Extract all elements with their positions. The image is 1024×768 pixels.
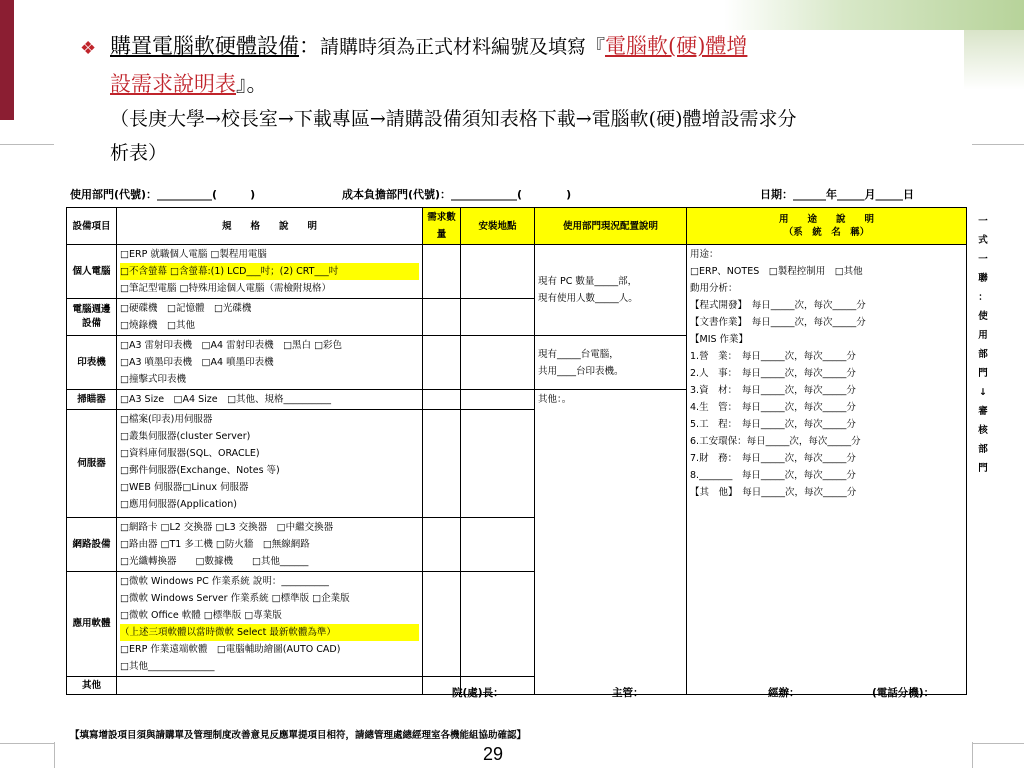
form-footnote: 【填寫增設項目須與請購單及管理制度改善意見反應單提項目相符，請總管理處總經理室各機能組協助確認】	[70, 730, 527, 741]
row-label: 網路設備	[67, 518, 117, 572]
col-header: 規 格 說 明	[117, 208, 423, 245]
status-cell: 其他：。	[535, 390, 687, 695]
guide-line	[54, 742, 55, 768]
using-dept-field: 使用部門(代號)：__________( )	[70, 188, 256, 201]
download-path-cont: 析表）	[110, 142, 168, 164]
row-label: 伺服器	[67, 410, 117, 518]
col-header: 使用部門現況配置說明	[535, 208, 687, 245]
top-leaf-decoration	[724, 0, 1024, 30]
date-field: 日期：______年_____月_____日	[760, 188, 914, 201]
side-note: 一 式 一 聯 ： 使 用 部 門 ↓ 審 核 部 門	[978, 216, 988, 474]
spec-cell: □A3 雷射印表機 □A4 雷射印表機 □黑白 □彩色 □A3 噴墨印表機 □A4 噴墨印表機 □撞擊式印表機	[117, 336, 423, 390]
request-form-image	[62, 182, 988, 742]
form-name-link[interactable]: 電腦軟(硬)體增	[605, 34, 748, 58]
handler-sign: 經辦：	[768, 687, 800, 699]
row-label: 掃瞄器	[67, 390, 117, 410]
side-building-decoration	[964, 30, 1024, 90]
spec-cell: □硬碟機 □記憶體 □光碟機 □燒錄機 □其他	[117, 299, 423, 336]
phone-ext: (電話分機)：	[872, 687, 935, 699]
bullet-icon: ❖	[80, 38, 97, 59]
spec-cell: □A3 Size □A4 Size □其他、規格__________	[117, 390, 423, 410]
spec-cell: □檔案(印表)用伺服器 □叢集伺服器(cluster Server) □資料庫伺服器(SQL、ORACLE) □郵件伺服器(Exchange、Notes 等) □WEB 伺服器□Linux 伺服器 □應用伺服器(Application)	[117, 410, 423, 518]
guide-line	[972, 144, 1024, 145]
download-path: （長庚大學→校長室→下載專區→請購設備須知表格下載→電腦軟(硬)體增設需求分	[110, 108, 797, 130]
status-cell: 現有_____台電腦， 共用____台印表機。	[535, 336, 687, 390]
page-number: 29	[483, 744, 504, 764]
supervisor-sign: 主管：	[612, 687, 644, 699]
form-name-link-cont[interactable]: 設需求說明表	[110, 72, 236, 96]
spec-cell: □網路卡 □L2 交換器 □L3 交換器 □中繼交換器 □路由器 □T1 多工機 □防火牆 □無線網路 □光纖轉換器 □數據機 □其他______	[117, 518, 423, 572]
spec-cell: □微軟 Windows PC 作業系統 說明：__________ □微軟 Windows Server 作業系統 □標準版 □企業版 □微軟 Office 軟體 □標準版 □專業版 （上述三項軟體以當時微軟 Select 最新軟體為準） □ERP 作業遠端軟體 □電腦輔助繪圖(AUTO CAD) □其他______________	[117, 572, 423, 677]
usage-cell: 用途： □ERP、NOTES □製程控制用 □其他 動用分析： 【程式開發】 每日_____次，每次_____分 【文書作業】 每日_____次，每次_____分 【MIS 作業】 1.營 業： 每日_____次，每次_____分 2.人 事： 每日_____次，每次_____分 3.資 材： 每日_____次，每次_____分 4.生 管： 每日_____次，每次_____分 5.工 程： 每日_____次，每次_____分 6.工安環保：每日_____次，每次_____分 7.財 務： 每日_____次，每次_____分 8._______ 每日_____次，每次_____分 【其 他】 每日_____次，每次_____分	[687, 245, 967, 695]
heading-instruction: 請購時須為正式材料編號及填寫『	[320, 36, 606, 58]
col-header: 用 途 說 明 （系 統 名 稱）	[687, 208, 967, 245]
row-label: 其他	[67, 677, 117, 695]
row-label: 電腦週邊設備	[67, 299, 117, 336]
spec-cell	[117, 677, 423, 695]
table-header-row	[67, 208, 967, 245]
form-table	[66, 207, 967, 695]
cost-dept-field: 成本負擔部門(代號)：____________( )	[342, 188, 572, 201]
heading-title: 購置電腦軟硬體設備	[110, 34, 299, 58]
guide-line	[0, 743, 54, 744]
col-header: 需求數量	[423, 208, 461, 245]
guide-line	[972, 743, 1024, 744]
guide-line	[972, 742, 973, 768]
row-label: 個人電腦	[67, 245, 117, 299]
row-label: 印表機	[67, 336, 117, 390]
table-row	[67, 245, 967, 299]
guide-line	[0, 144, 54, 145]
col-header: 安裝地點	[461, 208, 535, 245]
heading-line-2: 設需求說明表』。	[110, 72, 268, 96]
dean-sign: 院(處)長：	[452, 687, 504, 699]
row-label: 應用軟體	[67, 572, 117, 677]
status-cell: 現有 PC 數量_____部， 現有使用人數_____人。	[535, 245, 687, 336]
col-header: 設備項目	[67, 208, 117, 245]
spec-cell: □ERP 就職個人電腦 □製程用電腦 □不含螢幕 □含螢幕:(1) LCD___吋；(2) CRT___吋 □筆記型電腦 □特殊用途個人電腦（需檢附規格）	[117, 245, 423, 299]
left-accent-bar	[0, 0, 14, 120]
heading-line-1: 購置電腦軟硬體設備：請購時須為正式材料編號及填寫『電腦軟(硬)體增	[110, 34, 748, 58]
